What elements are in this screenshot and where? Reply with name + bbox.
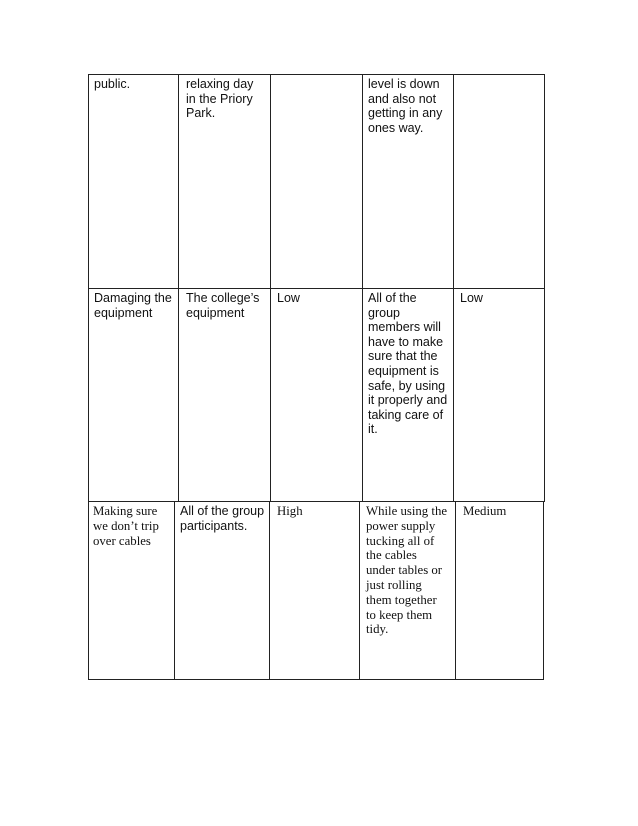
column-divider [455, 501, 456, 680]
row-divider [88, 501, 544, 502]
table-border-top [88, 74, 545, 75]
hazard-cell: Damaging the equipment [94, 291, 172, 320]
table-border-bottom [88, 679, 544, 680]
hazard-cell: public. [94, 77, 131, 91]
column-divider [270, 74, 271, 502]
control-measures-cell: level is down and also not getting in any ones way. [368, 77, 443, 135]
column-divider [359, 501, 360, 680]
table-border-left [88, 74, 89, 680]
row-divider [88, 288, 545, 289]
residual-risk-cell: Medium [463, 504, 507, 518]
column-divider [453, 74, 454, 502]
column-divider [269, 501, 270, 680]
table-border-right [544, 74, 545, 502]
who-at-risk-cell: All of the group participants. [180, 504, 265, 533]
who-at-risk-cell: The college’s equipment [186, 291, 260, 320]
table-border-right [543, 501, 544, 680]
risk-level-cell: High [277, 504, 303, 518]
who-at-risk-cell: relaxing day in the Priory Park. [186, 77, 254, 121]
residual-risk-cell: Low [460, 291, 483, 305]
hazard-cell: Making sure we don’t trip over cables [93, 504, 159, 548]
column-divider [174, 501, 175, 680]
control-measures-cell: All of the group members will have to make sure that the equipment is safe, by using it properly and taking care of it. [368, 291, 448, 437]
column-divider [178, 74, 179, 502]
control-measures-cell: While using the power supply tucking all of the cables under tables or just rolling them together to keep them tidy. [366, 504, 448, 637]
risk-level-cell: Low [277, 291, 300, 305]
column-divider [362, 74, 363, 502]
